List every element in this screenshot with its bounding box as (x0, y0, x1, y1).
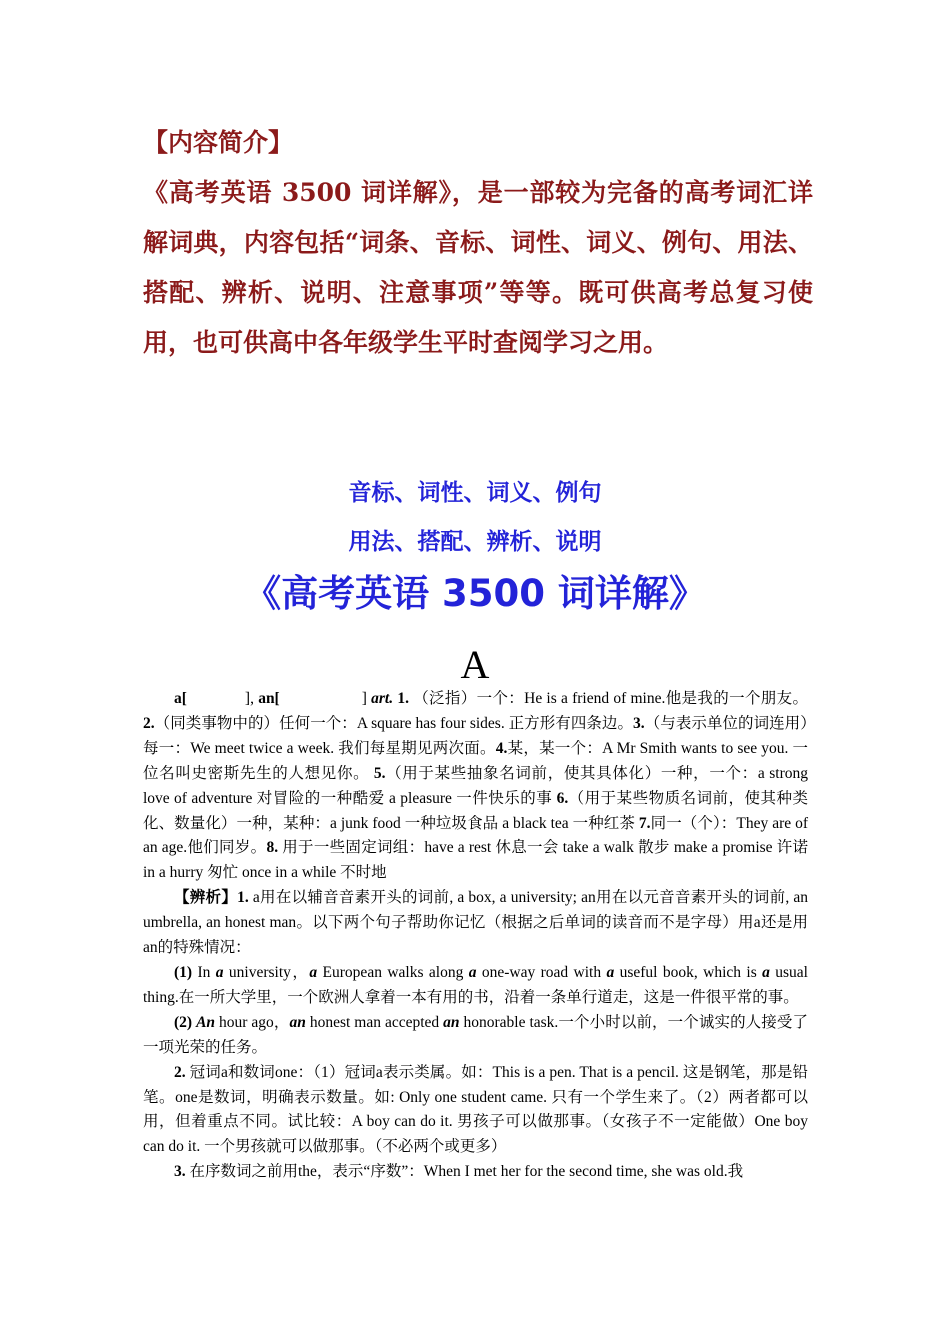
intro-section (143, 118, 813, 368)
sense-3: （与表示单位的词连用）每一：We meet twice a week. 我们每星期见两次面。 (143, 714, 808, 757)
intro-body: 《高考英语 3500 词详解》，是一部较为完备的高考词汇详解词典，内容包括“词条、音标、词性、词义、例句、用法、搭配、辨析、说明、注意事项”等等。既可供高考总复习使用，也可供高中各年级学生平时查阅学习之用。 (143, 178, 813, 357)
headword-an: an[ (258, 690, 280, 707)
subtitle-line-1: 音标、词性、词义、例句 (348, 480, 602, 506)
sense-7: 同一（个）：They are of an age.他们同岁。 (143, 814, 808, 857)
subtitle-line-2: 用法、搭配、辨析、说明 (348, 529, 602, 555)
sense-5: （用于某些抽象名词前，使其具体化）一种，一个：a strong love of adventure 对冒险的一种酷爱 a pleasure 一件快乐的事 (143, 764, 808, 807)
part-of-speech: art. (371, 690, 394, 707)
sense-1: （泛指）一个：He is a friend of mine.他是我的一个朋友。 (413, 690, 808, 707)
intro-heading: 【内容简介】 (143, 128, 294, 157)
book-title: 《高考英语 3500 词详解》 (244, 572, 706, 615)
example-1: (1) In a university，a European walks along a one-way road with a useful book, which is a usual thing.在一所大学里，一个欧洲人拿着一本有用的书，沿着一条单行道走，这是一件很平常的事。 (143, 963, 808, 1006)
analysis-label: 【辨析】 (174, 889, 238, 907)
headword-a: a[ (174, 690, 187, 707)
analysis-2: 2. 冠词a和数词one：（1）冠词a表示类属。如：This is a pen. That is a pencil. 这是钢笔，那是铅笔。one是数词，明确表示数量。如: Only one student came. 只有一个学生来了。（2）两者都可以用，但着重点不同。试比较：A boy can do it. 男孩子可以做那事。（女孩子不一定能做）One boy can do it. 一个男孩就可以做那事。（不必两个或更多） (143, 1063, 808, 1156)
sense-8: 用于一些固定词组：have a rest 休息一会 take a walk 散步 make a promise 许诺 in a hurry 匆忙 once in a while 不时地 (143, 839, 809, 882)
sense-6: （用于某些物质名词前，使其种类化、数量化）一种，某种：a junk food 一种垃圾食品 a black tea 一种红茶 (143, 789, 808, 832)
sense-4: 某，某一个：A Mr Smith wants to see you. 一位名叫史密斯先生的人想见你。 (143, 739, 808, 782)
entry-a: a[ ], an[ ] art. 1. （泛指）一个：He is a friend of mine.他是我的一个朋友。2.（同类事物中的）任何一个：A square has four sides. 正方形有四条边。3.（与表示单位的词连用）每一：We meet twice a week. 我们每星期见两次面。4.某，某一个：A Mr Smith wants to see you. 一位名叫史密斯先生的人想见你。 5.（用于某些抽象名词前，使其具体化）一种，一个：a strong love of adventure 对冒险的一种酷爱 a pleasure 一件快乐的事 6.（用于某些物质名词前，使其种类化、数量化）一种，某种：a junk food 一种垃圾食品 a black tea 一种红茶 7.同一（个）：They are of an age.他们同岁。8. 用于一些固定词组：have a rest 休息一会 take a walk 散步 make a promise 许诺 in a hurry 匆忙 once in a while 不时地 (143, 690, 809, 882)
example-2: (2) An hour ago，an honest man accepted an honorable task.一个小时以前，一个诚实的人接受了一项光荣的任务。 (143, 1013, 808, 1056)
entry-content (143, 687, 808, 1185)
section-letter: A (460, 642, 490, 687)
analysis-1: 【辨析】1. a用在以辅音音素开头的词前, a box, a university; an用在以元音音素开头的词前, an umbrella, an honest man。以下两个句子帮助你记忆（根据之后单词的读音而不是字母）用a还是用an的特殊情况： (143, 889, 808, 957)
sense-2: （同类事物中的）任何一个：A square has four sides. 正方形有四条边。 (154, 714, 634, 732)
analysis-3: 3. 在序数词之前用the，表示“序数”：When I met her for the second time, she was old.我 (174, 1163, 744, 1181)
